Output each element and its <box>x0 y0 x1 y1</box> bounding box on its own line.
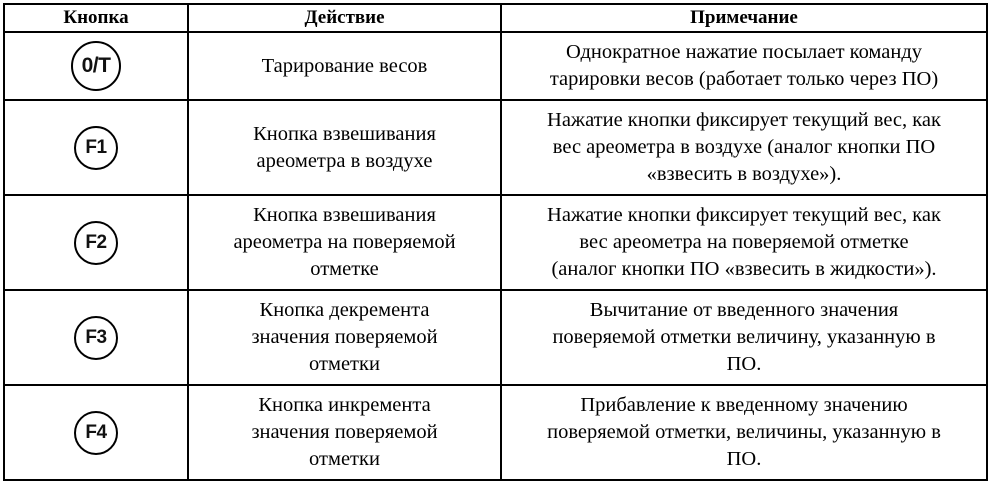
note-text: Нажатие кнопки фиксирует текущий вес, как <box>547 204 941 226</box>
action-text: Кнопка инкремента <box>258 394 431 416</box>
table-row-f3 <box>4 290 987 385</box>
button-cell <box>4 32 188 100</box>
header-row <box>4 4 987 32</box>
table-row-tare <box>4 32 987 100</box>
action-text: Кнопка взвешивания <box>253 204 436 226</box>
f2-key-icon: F2 <box>74 221 118 265</box>
f1-key-icon: F1 <box>74 126 118 170</box>
action-text: значения поверяемой <box>251 421 438 443</box>
note-cell <box>501 195 987 290</box>
table-row-f4 <box>4 385 987 480</box>
action-text: значения поверяемой <box>251 326 438 348</box>
action-cell <box>188 32 501 100</box>
action-text: отметки <box>309 353 380 375</box>
action-text: Тарирование весов <box>261 54 428 77</box>
button-cell <box>4 100 188 195</box>
note-cell <box>501 290 987 385</box>
button-cell <box>4 385 188 480</box>
note-text: «взвесить в воздухе»). <box>646 163 842 185</box>
action-cell <box>188 100 501 195</box>
note-text: Однократное нажатие посылает команду <box>565 41 923 63</box>
button-cell <box>4 195 188 290</box>
note-cell <box>501 100 987 195</box>
note-text: Нажатие кнопки фиксирует текущий вес, как <box>547 109 941 131</box>
action-text: ареометра в воздухе <box>256 149 433 172</box>
table-row-f1 <box>4 100 987 195</box>
note-text: Прибавление к введенному значению <box>580 394 908 416</box>
header-action: Действие <box>188 4 501 32</box>
buttons-table <box>3 3 988 481</box>
note-text: Вычитание от введенного значения <box>589 299 899 321</box>
f3-key-icon: F3 <box>74 316 118 360</box>
note-cell <box>501 32 987 100</box>
note-cell <box>501 385 987 480</box>
action-text: ареометра на поверяемой <box>233 231 456 253</box>
tare-icon: 0/T <box>71 41 121 91</box>
table-row-f2 <box>4 195 987 290</box>
button-cell <box>4 290 188 385</box>
note-text: поверяемой отметки, величины, указанную в <box>547 421 941 443</box>
note-text: поверяемой отметки величину, указанную в <box>552 326 936 348</box>
note-text: ПО. <box>726 353 762 375</box>
note-text: вес ареометра на поверяемой отметке <box>579 231 909 253</box>
action-cell <box>188 385 501 480</box>
note-text: (аналог кнопки ПО «взвесить в жидкости»). <box>551 258 937 280</box>
header-note: Примечание <box>501 4 987 32</box>
action-text: Кнопка взвешивания <box>253 122 436 145</box>
action-text: Кнопка декремента <box>259 299 430 321</box>
f4-key-icon: F4 <box>74 411 118 455</box>
action-cell <box>188 290 501 385</box>
action-cell <box>188 195 501 290</box>
note-text: вес ареометра в воздухе (аналог кнопки ПО <box>552 136 936 158</box>
note-text: тарировки весов (работает только через ПО) <box>549 68 939 90</box>
action-text: отметки <box>309 448 380 470</box>
action-text: отметке <box>310 258 379 280</box>
note-text: ПО. <box>726 448 762 470</box>
header-button: Кнопка <box>4 4 188 32</box>
